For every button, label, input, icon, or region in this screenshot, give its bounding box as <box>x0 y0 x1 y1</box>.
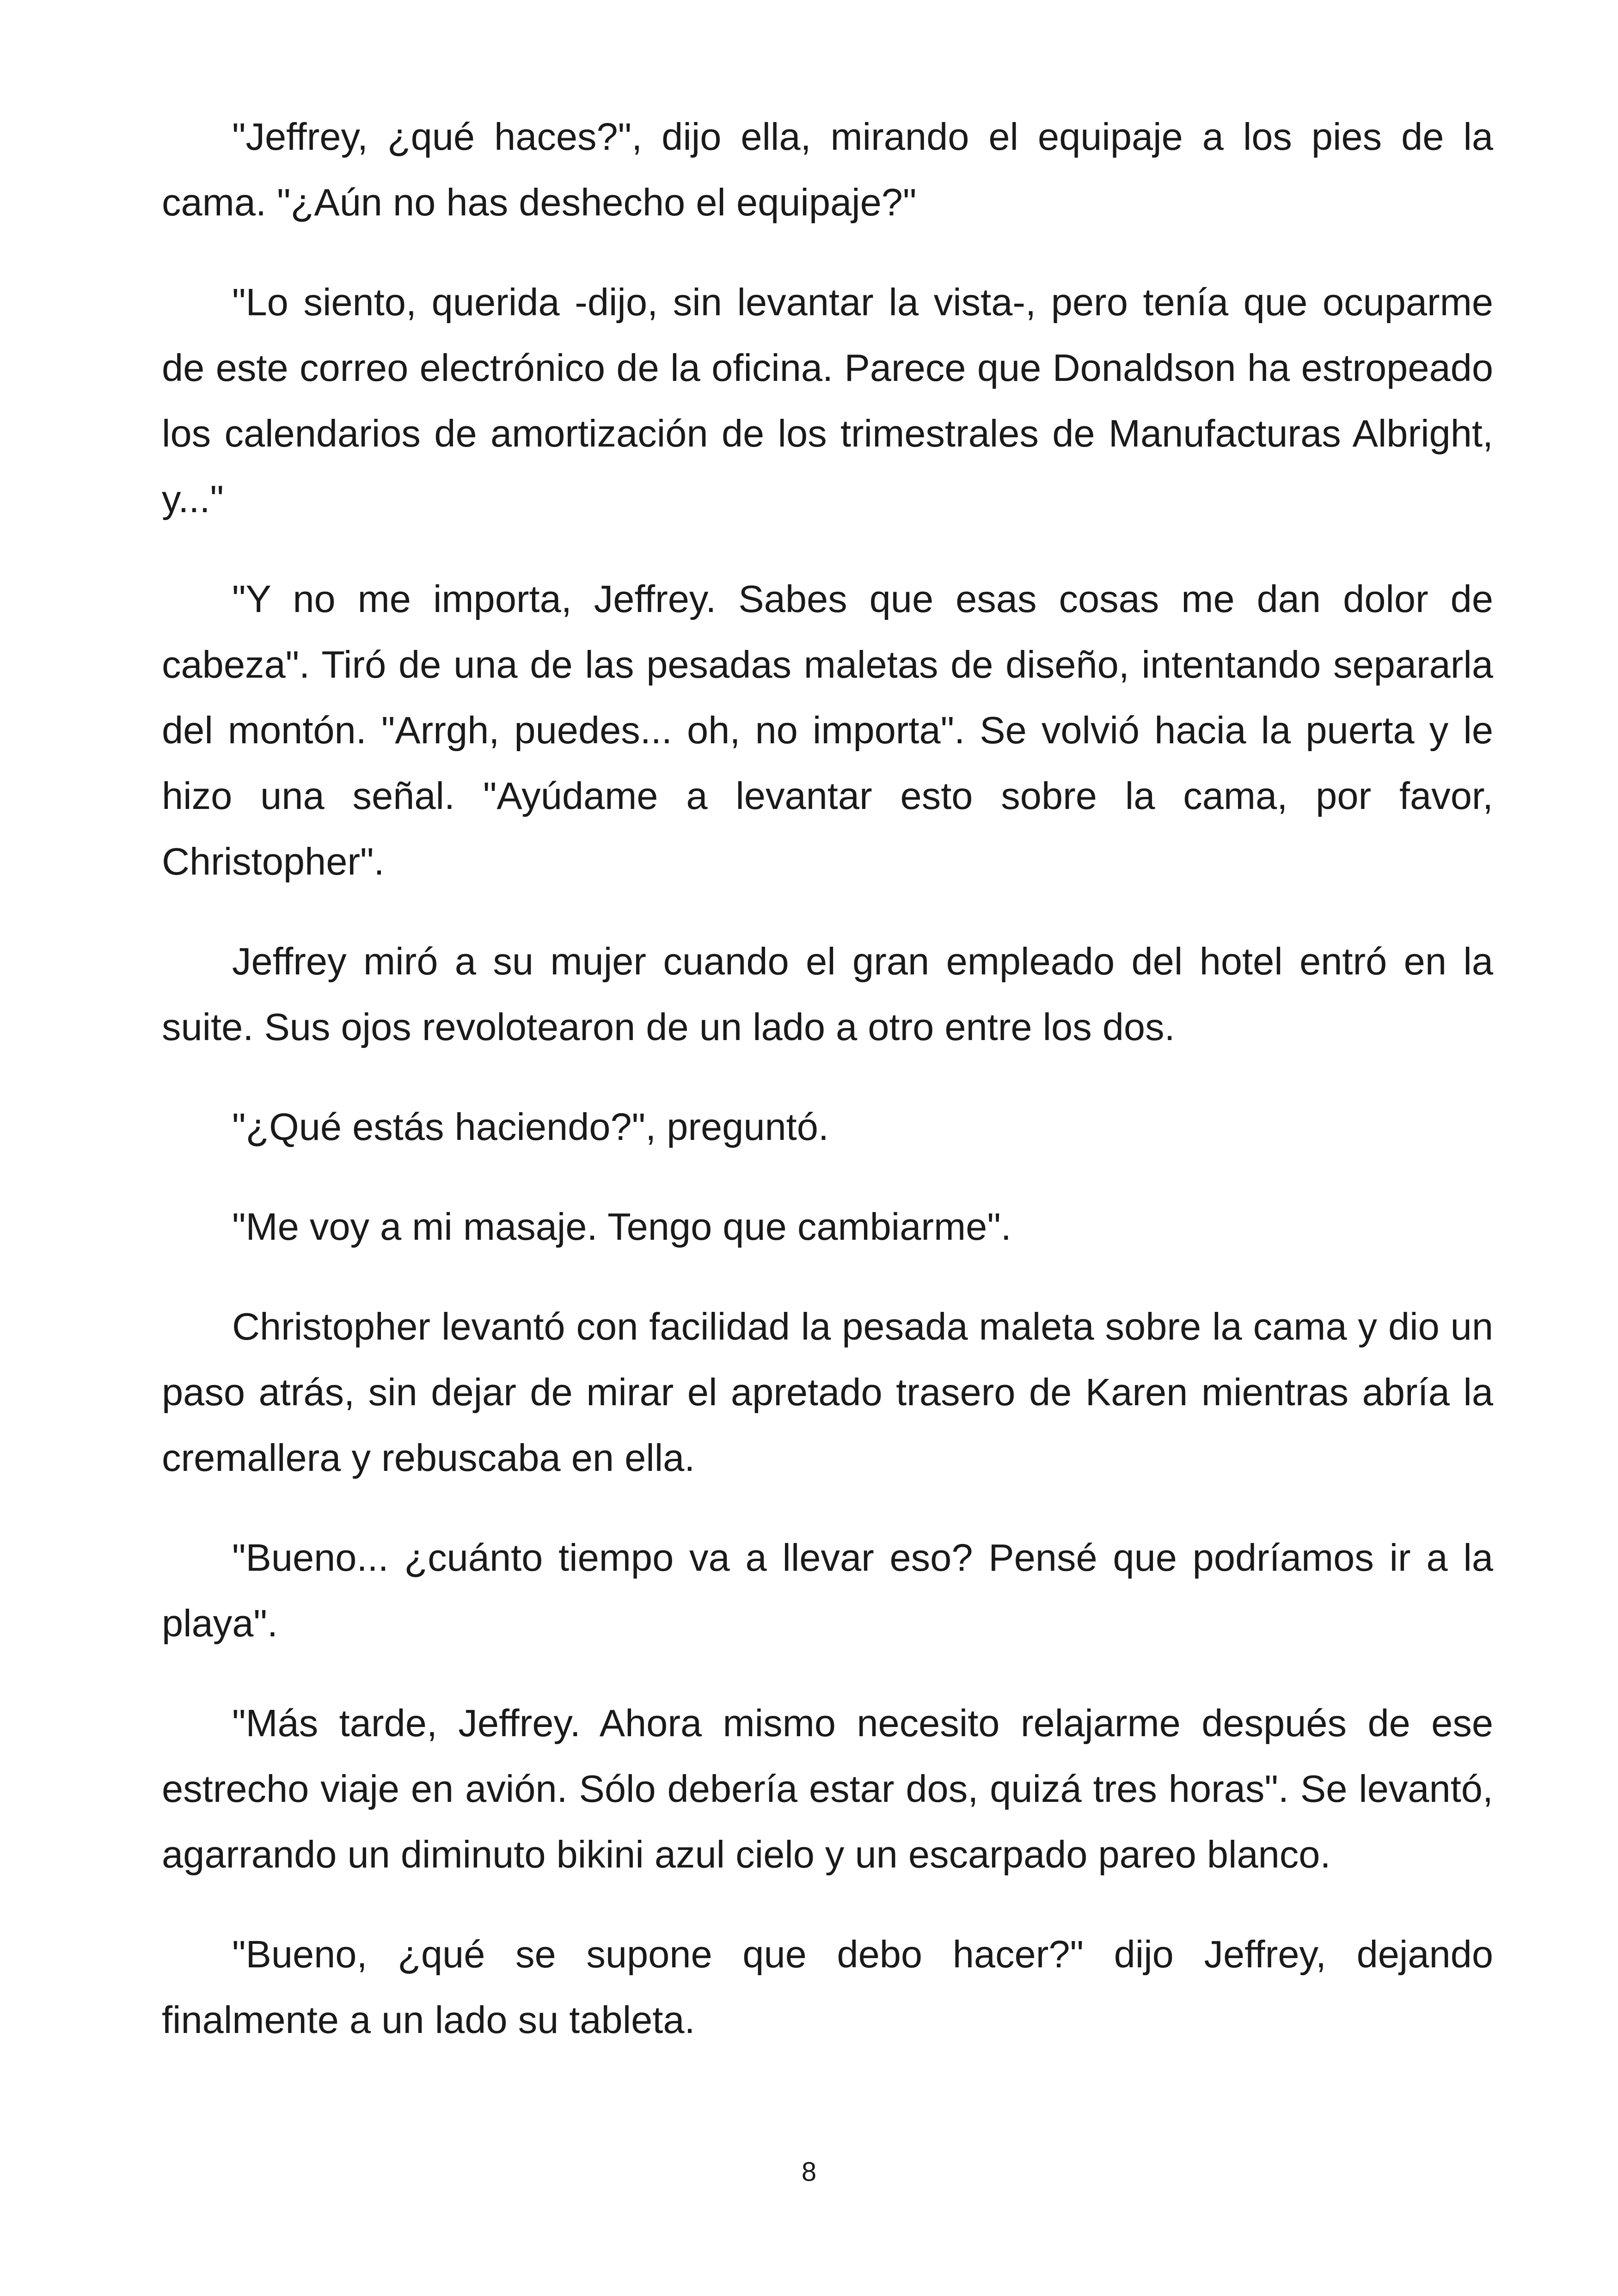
paragraph: "¿Qué estás haciendo?", preguntó. <box>232 1105 829 1148</box>
paragraph: "Más tarde, Jeffrey. Ahora mismo necesito relajarme después de ese estrecho viaje en avión. Sólo debería estar dos, quizá tres horas". Se levantó, agarrando un diminuto bikini azul cielo y un escarpado pareo blanco. <box>162 1702 1493 1876</box>
paragraph: "Jeffrey, ¿qué haces?", dijo ella, mirando el equipaje a los pies de la cama. "¿Aún no has deshecho el equipaje?" <box>162 115 1493 224</box>
paragraph: "Bueno, ¿qué se supone que debo hacer?" dijo Jeffrey, dejando finalmente a un lado su tableta. <box>162 1933 1493 2041</box>
body-text <box>162 104 1493 2053</box>
page-number: 8 <box>801 2157 817 2187</box>
paragraph: "Y no me importa, Jeffrey. Sabes que esas cosas me dan dolor de cabeza". Tiró de una de las pesadas maletas de diseño, intentando separarla del montón. "Arrgh, puedes... oh, no importa". Se volvió hacia la puerta y le hizo una señal. "Ayúdame a levantar esto sobre la cama, por favor, Christopher". <box>162 577 1493 883</box>
paragraph: Jeffrey miró a su mujer cuando el gran empleado del hotel entró en la suite. Sus ojos revolotearon de un lado a otro entre los dos. <box>162 940 1493 1048</box>
paragraph: "Lo siento, querida -dijo, sin levantar la vista-, pero tenía que ocuparme de este correo electrónico de la oficina. Parece que Donaldson ha estropeado los calendarios de amortización de los trimestrales de Manufacturas Albright, y..." <box>162 281 1493 520</box>
paragraph: "Me voy a mi masaje. Tengo que cambiarme". <box>232 1205 1011 1248</box>
paragraph: Christopher levantó con facilidad la pesada maleta sobre la cama y dio un paso atrás, sin dejar de mirar el apretado trasero de Karen mientras abría la cremallera y rebuscaba en ella. <box>162 1305 1493 1479</box>
paragraph: "Bueno... ¿cuánto tiempo va a llevar eso? Pensé que podríamos ir a la playa". <box>162 1536 1493 1645</box>
